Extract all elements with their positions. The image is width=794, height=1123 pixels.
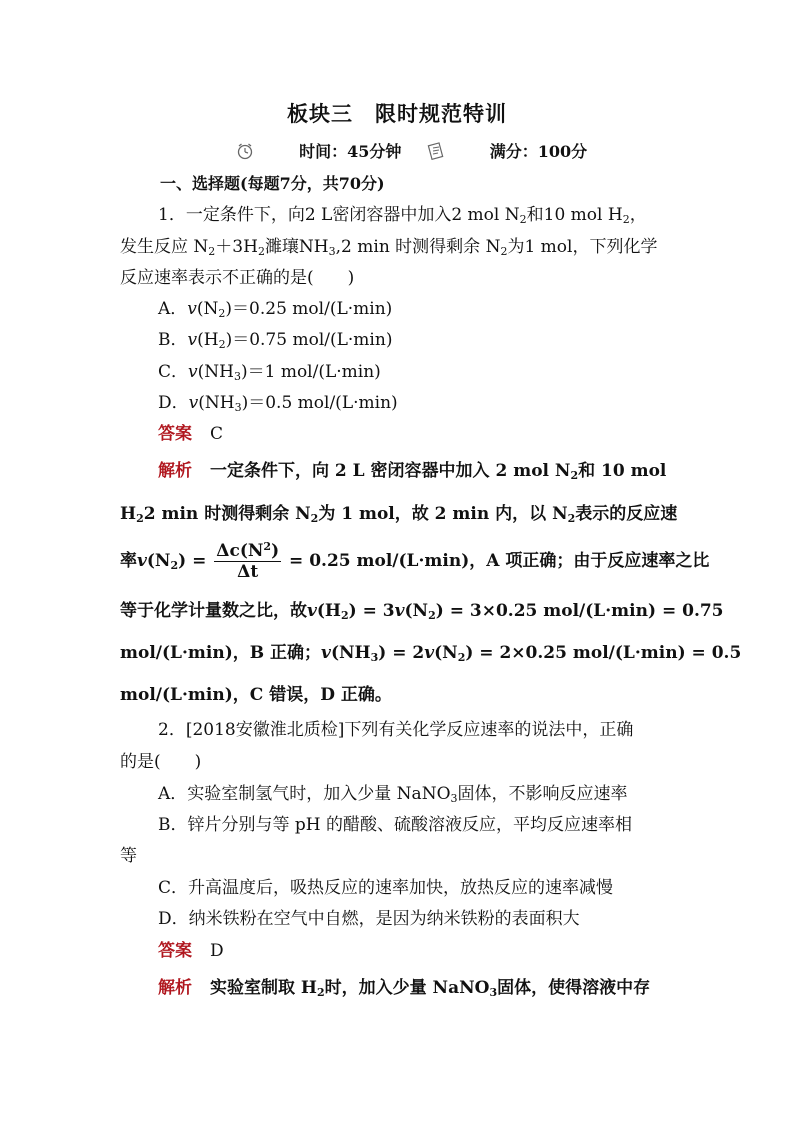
q2-analysis-line-1: 解析 实验室制取 $H_2$时，加入少量 NaNO$_3$固体，使得溶液中存 xyxy=(158,978,651,999)
rate-fraction: $\frac{\Delta c(N^2)}{\Delta t}$ xyxy=(216,540,280,582)
section-heading: 一、选择题(每题7分，共70分) xyxy=(160,174,385,193)
q1-analysis-line-5: mol/(L·min)，B 正确；$v(NH_3) = 2v(N_2) = 2\times 0.25$ mol/(L·min) = 0.5 xyxy=(120,643,742,664)
time-limit: 时间：45分钟 xyxy=(299,142,402,161)
q2-option-d: D．纳米铁粉在空气中自燃，是因为纳米铁粉的表面积大 xyxy=(158,909,580,929)
q1-option-c: C．$v(NH_3)=1$ mol/(L·min) xyxy=(158,362,381,383)
page-title: 板块三 限时规范特训 xyxy=(287,101,507,126)
q1-stem-line-3: 反应速率表示不正确的是( ) xyxy=(120,268,355,288)
q2-stem-line-2: 的是( ) xyxy=(120,752,202,772)
q2-option-b-line-2: 等 xyxy=(120,846,137,866)
q1-analysis-line-1: 解析 一定条件下，向 2 L 密闭容器中加入 2 mol $N_2$和 10 mol xyxy=(158,461,667,482)
q2-stem-line-1: 2．[2018安徽淮北质检]下列有关化学反应速率的说法中，正确 xyxy=(158,720,634,740)
full-score: 满分：100分 xyxy=(489,142,588,161)
q2-option-b-line-1: B．锌片分别与等 pH 的醋酸、硫酸溶液反应，平均反应速率相 xyxy=(158,815,633,835)
q1-answer: 答案 C xyxy=(158,424,224,444)
q1-option-b: B．$v(H_2)=0.75$ mol/(L·min) xyxy=(158,330,393,351)
q1-option-a: A．$v(N_2)=0.25$ mol/(L·min) xyxy=(158,299,393,320)
q2-option-a: A．实验室制氢气时，加入少量 NaNO$_3$固体，不影响反应速率 xyxy=(158,784,628,805)
q1-stem-line-2: 发生反应 $N_2+3H_2$濉瓖$NH_3,2$ min 时测得剩余 $N_2$为1 mol，下列化学 xyxy=(120,237,658,258)
q2-answer: 答案 D xyxy=(158,941,224,961)
q1-analysis-line-2: $H_22$ min 时测得剩余 $N_2$为 1 mol，故 2 min 内，以 $N_2$表示的反应速 xyxy=(120,504,678,525)
score-sheet-icon xyxy=(427,142,445,160)
q1-option-d: D．$v(NH_3)=0.5$ mol/(L·min) xyxy=(158,393,398,414)
q2-option-c: C．升高温度后，吸热反应的速率加快，放热反应的速率减慢 xyxy=(158,878,614,898)
q1-analysis-line-4: 等于化学计量数之比，故$v(H_2) = 3v(N_2) = 3\times 0.25$ mol/(L·min) = 0.75 xyxy=(120,601,724,622)
exam-meta xyxy=(236,139,587,162)
q1-stem-line-1: 1．一定条件下，向2 L密闭容器中加入2 mol $N_2$和10 mol $H_2$， xyxy=(158,205,647,226)
q1-analysis-line-6: mol/(L·min)，C 错误，D 正确。 xyxy=(120,685,392,705)
q1-analysis-line-3: 率$v(N_2)$ = $\frac{\Delta c(N^2)}{\Delta t}$ = 0.25 mol/(L·min)，A 项正确；由于反应速率之比 xyxy=(120,540,710,582)
clock-icon xyxy=(236,142,254,160)
